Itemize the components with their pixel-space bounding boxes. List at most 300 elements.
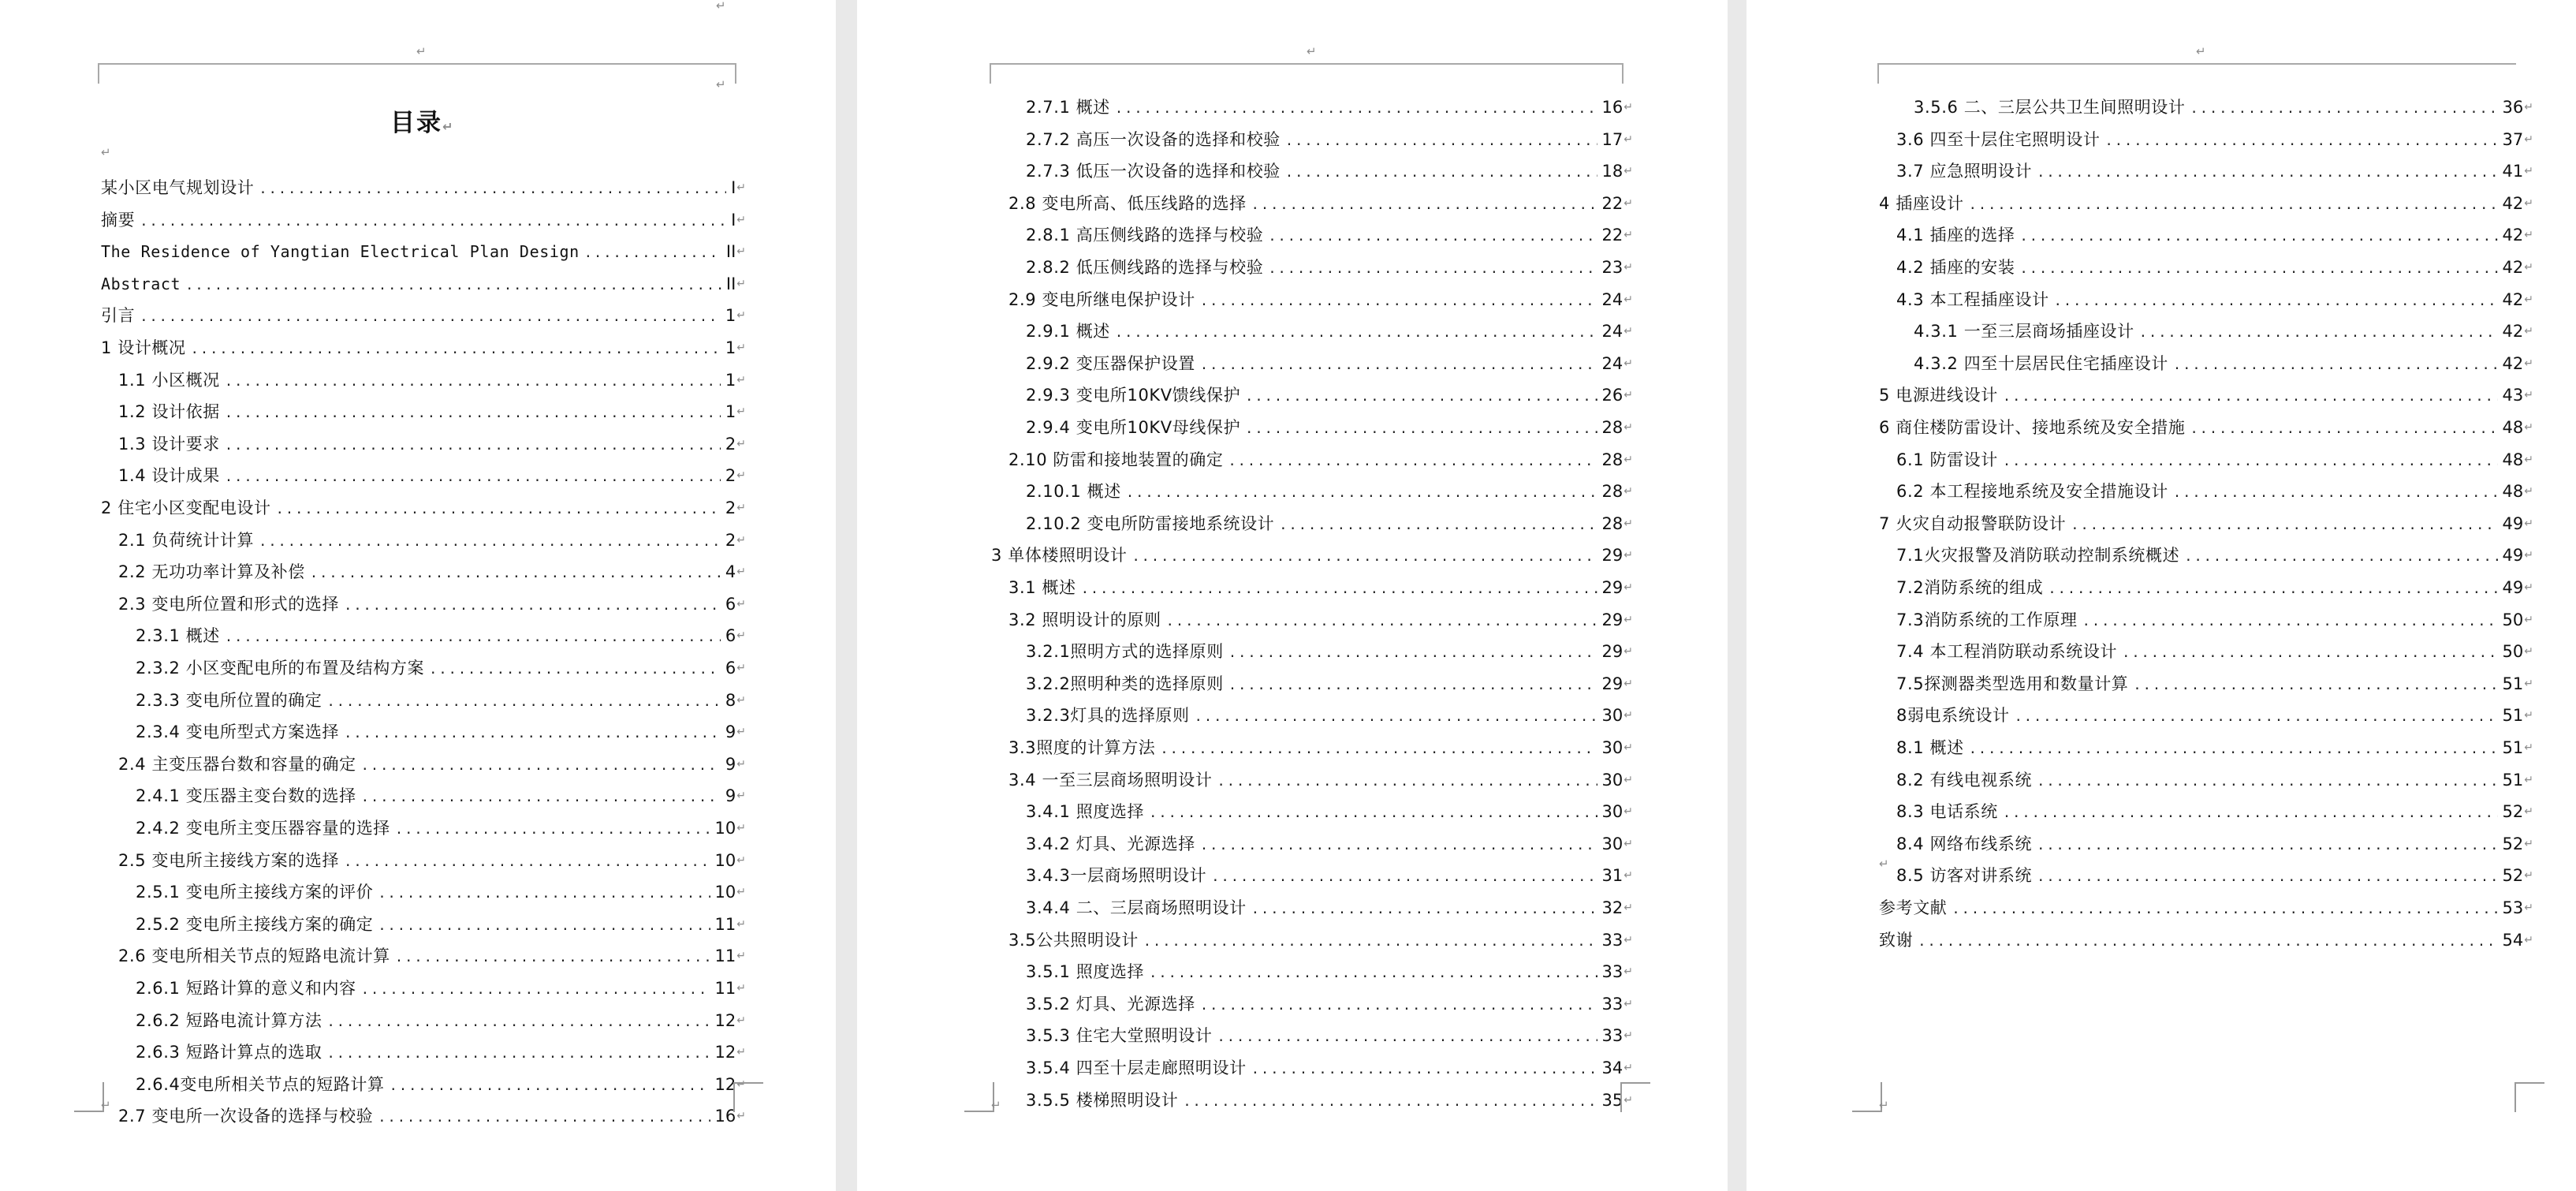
toc-entry-title: 7.4 本工程消防联动系统设计: [1896, 642, 2118, 662]
toc-entry-title: 8.4 网络布线系统: [1896, 834, 2033, 853]
dot-leader: [1160, 741, 1597, 757]
paragraph-mark: ↵: [1624, 1062, 1633, 1074]
toc-entry-title: 1.4 设计成果: [118, 466, 220, 486]
toc-entry[interactable]: [1896, 446, 2533, 469]
toc-entry-page-number: 49: [2502, 546, 2524, 566]
toc-entry[interactable]: [1026, 1021, 1633, 1045]
toc-entry[interactable]: [1896, 221, 2533, 245]
paragraph-mark: ↵: [736, 982, 746, 995]
toc-entry-page-number: 30: [1601, 802, 1624, 822]
toc-entry-page-number: 42: [2502, 353, 2524, 373]
toc-entry[interactable]: [1026, 510, 1633, 533]
toc-entry[interactable]: [136, 910, 746, 934]
toc-entry-page-number: 16: [714, 1107, 736, 1126]
toc-entry-page-number: 42: [2502, 226, 2524, 245]
toc-entry-page-number: 42: [2502, 258, 2524, 277]
toc-entry-title: 2.4 主变压器台数和容量的确定: [118, 754, 356, 774]
toc-entry-page-number: 29: [1601, 546, 1624, 566]
toc-entry-page-number: 12: [714, 1074, 736, 1094]
paragraph-mark: ↵: [2524, 293, 2533, 306]
paragraph-mark: ↵: [736, 950, 746, 963]
dot-leader: [395, 950, 710, 965]
toc-entry-page-number: 29: [1601, 578, 1624, 597]
paragraph-mark: ↵: [2524, 709, 2533, 722]
toc-entry[interactable]: [101, 334, 746, 357]
dot-leader: [327, 1046, 710, 1062]
toc-entry[interactable]: [1914, 349, 2533, 373]
dot-leader: [259, 534, 721, 550]
paragraph-mark: ↵: [2524, 869, 2533, 883]
dot-leader: [2003, 454, 2498, 469]
toc-entry[interactable]: [1896, 541, 2533, 565]
toc-entry[interactable]: [136, 686, 746, 710]
margin-corner: [964, 1082, 994, 1112]
toc-entry-title: 1.1 小区概况: [118, 370, 220, 390]
paragraph-mark: ↵: [2524, 229, 2533, 242]
dot-leader: [1251, 197, 1597, 213]
paragraph-mark: ↵: [1624, 741, 1633, 754]
toc-entry-page-number: 1: [725, 306, 736, 326]
toc-entry[interactable]: [1008, 766, 1633, 790]
paragraph-mark: ↵: [1624, 133, 1633, 146]
dot-leader: [2054, 293, 2498, 309]
toc-entry-title: 2.5 变电所主接线方案的选择: [118, 850, 340, 870]
toc-entry[interactable]: [1008, 606, 1633, 629]
toc-entry[interactable]: [1026, 861, 1633, 885]
toc-entry[interactable]: [1026, 125, 1633, 149]
toc-entry[interactable]: [1879, 413, 2533, 437]
document-page-2: [857, 0, 1728, 1191]
paragraph-mark: ↵: [1624, 902, 1633, 914]
toc-entry[interactable]: [118, 398, 746, 421]
toc-entry[interactable]: [1026, 1054, 1633, 1077]
paragraph-mark: ↵: [736, 886, 746, 899]
toc-entry[interactable]: [118, 461, 746, 485]
dot-leader: [327, 1014, 710, 1030]
toc-entry-title: 4.1 插座的选择: [1896, 226, 2015, 245]
toc-entry-title: 1.3 设计要求: [118, 434, 220, 454]
dot-leader: [191, 342, 721, 357]
toc-entry[interactable]: [1896, 253, 2533, 277]
toc-entry[interactable]: [118, 366, 746, 390]
toc-entry-title: 2.10 防雷和接地装置的确定: [1008, 450, 1224, 469]
toc-entry-page-number: 28: [1601, 450, 1624, 469]
paragraph-mark: ↵: [1624, 805, 1633, 819]
toc-entry-title: 3.4.4 二、三层商场照明设计: [1026, 898, 1247, 917]
toc-entry-page-number: 1: [725, 338, 736, 357]
toc-entry[interactable]: [1026, 93, 1633, 117]
toc-entry[interactable]: [118, 1102, 746, 1126]
toc-entry-page-number: 22: [1601, 226, 1624, 245]
toc-entry-page-number: 30: [1601, 770, 1624, 790]
toc-entry[interactable]: [1879, 894, 2533, 917]
toc-entry-title: 3.5.3 住宅大堂照明设计: [1026, 1026, 1213, 1046]
dot-leader: [1183, 1094, 1597, 1110]
toc-entry[interactable]: [101, 270, 746, 293]
toc-entry[interactable]: [136, 974, 746, 998]
paragraph-mark: ↵: [736, 1014, 746, 1027]
dot-leader: [1969, 741, 2498, 757]
dot-leader: [225, 405, 721, 421]
toc-entry[interactable]: [1008, 286, 1633, 309]
dot-leader: [225, 629, 721, 645]
toc-entry-page-number: 52: [2502, 802, 2524, 822]
toc-heading-text: 目录: [390, 109, 442, 137]
toc-entry[interactable]: [1896, 766, 2533, 790]
toc-entry[interactable]: [101, 174, 746, 197]
toc-entry-page-number: 2: [725, 466, 736, 486]
toc-entry-page-number: 6: [725, 626, 736, 646]
toc-entry-title: 2.9.2 变压器保护设置: [1026, 353, 1195, 373]
paragraph-mark: ↵: [442, 119, 455, 134]
toc-entry[interactable]: [1008, 573, 1633, 597]
paragraph-mark: ↵: [1624, 517, 1633, 530]
dot-leader: [1143, 934, 1597, 950]
dot-leader: [2184, 549, 2497, 565]
toc-entry-page-number: 9: [725, 786, 736, 806]
paragraph-mark: ↵: [1624, 997, 1633, 1010]
toc-entry-page-number: 12: [714, 1010, 736, 1030]
paragraph-mark: ↵: [2524, 357, 2533, 370]
toc-entry-title: 4.3.1 一至三层商场插座设计: [1914, 322, 2134, 342]
toc-entry[interactable]: [101, 301, 746, 325]
dot-leader: [1200, 293, 1597, 309]
toc-entry-title: 3.5.6 二、三层公共卫生间照明设计: [1914, 98, 2186, 117]
toc-entry[interactable]: [1026, 477, 1633, 501]
toc-entry-page-number: 4: [725, 562, 736, 582]
toc-entry[interactable]: [1896, 286, 2533, 309]
toc-entry-page-number: 30: [1601, 834, 1624, 853]
toc-entry[interactable]: [118, 590, 746, 614]
paragraph-mark: ↵: [1624, 485, 1633, 498]
toc-entry-title: 7.1火灾报警及消防联动控制系统概述: [1896, 546, 2180, 566]
dot-leader: [1200, 998, 1597, 1014]
toc-entry[interactable]: [101, 494, 746, 517]
paragraph-mark: ↵: [736, 181, 746, 194]
toc-entry-title: 7 火灾自动报警联防设计: [1879, 513, 2067, 533]
toc-entry-page-number: 33: [1601, 994, 1624, 1014]
toc-entry[interactable]: [1026, 990, 1633, 1014]
toc-entry-page-number: 11: [714, 979, 736, 998]
toc-entry-page-number: 8: [725, 690, 736, 710]
dot-leader: [1285, 133, 1597, 149]
dot-leader: [2082, 614, 2498, 629]
toc-entry-title: 8弱电系统设计: [1896, 706, 2010, 726]
toc-entry[interactable]: [1896, 477, 2533, 501]
dot-leader: [1279, 517, 1597, 533]
toc-entry-page-number: 28: [1601, 513, 1624, 533]
toc-entry-page-number: 1: [725, 370, 736, 390]
paragraph-mark: ↵: [2524, 933, 2533, 946]
dot-leader: [1251, 1062, 1597, 1077]
margin-corner: [2514, 1082, 2544, 1112]
toc-entry-page-number: 32: [1601, 898, 1624, 917]
toc-entry-page-number: 2: [725, 530, 736, 550]
toc-entry-page-number: 24: [1601, 322, 1624, 342]
toc-entry-title: 7.5探测器类型选用和数量计算: [1896, 674, 2129, 693]
toc-entry[interactable]: [1896, 670, 2533, 693]
paragraph-mark: ↵: [1624, 229, 1633, 242]
paragraph-mark: ↵: [736, 1046, 746, 1059]
paragraph-mark: ↵: [736, 405, 746, 419]
paragraph-mark: ↵: [416, 44, 427, 58]
dot-leader: [1268, 261, 1597, 277]
toc-entry-title: 2.8.2 低压侧线路的选择与校验: [1026, 258, 1264, 277]
paragraph-mark: ↵: [736, 790, 746, 803]
toc-entry[interactable]: [1896, 157, 2533, 181]
dot-leader: [361, 758, 721, 774]
toc-entry[interactable]: [1914, 317, 2533, 341]
toc-entry[interactable]: [136, 654, 746, 678]
toc-entry[interactable]: [136, 878, 746, 902]
toc-entry[interactable]: [136, 622, 746, 645]
paragraph-mark: ↵: [2524, 581, 2533, 594]
paragraph-mark: ↵: [1624, 1093, 1633, 1107]
dot-leader: [225, 438, 721, 454]
dot-leader: [344, 598, 721, 614]
toc-entry-page-number: 9: [725, 722, 736, 742]
toc-entry-title: 某小区电气规划设计: [101, 178, 255, 197]
dot-leader: [2190, 421, 2497, 437]
paragraph-mark: ↵: [736, 373, 746, 386]
toc-entry[interactable]: [1008, 189, 1633, 213]
paragraph-mark: ↵: [1624, 389, 1633, 402]
toc-entry-title: 3.5公共照明设计: [1008, 930, 1139, 950]
toc-entry[interactable]: [1026, 157, 1633, 181]
toc-entry-page-number: 9: [725, 754, 736, 774]
toc-entry-page-number: 2: [725, 434, 736, 454]
toc-entry[interactable]: [101, 206, 746, 230]
toc-entry-title: 3.2 照明设计的原则: [1008, 610, 1161, 629]
dot-leader: [1217, 1029, 1597, 1045]
toc-entry-page-number: 43: [2502, 386, 2524, 405]
paragraph-mark: ↵: [1624, 101, 1633, 114]
toc-entry[interactable]: [118, 558, 746, 581]
toc-entry-title: 2.7 变电所一次设备的选择与校验: [118, 1107, 374, 1126]
toc-entry-page-number: 48: [2502, 450, 2524, 469]
toc-list-page-1: [101, 0, 746, 1191]
dot-leader: [1115, 101, 1597, 117]
toc-entry[interactable]: [1914, 93, 2533, 117]
paragraph-mark: ↵: [1624, 965, 1633, 979]
toc-entry-page-number: 42: [2502, 322, 2524, 342]
toc-entry[interactable]: [1026, 349, 1633, 373]
toc-entry[interactable]: [1026, 701, 1633, 725]
toc-entry-page-number: 23: [1601, 258, 1624, 277]
toc-entry-page-number: 10: [714, 883, 736, 902]
dot-leader: [140, 309, 721, 325]
toc-entry[interactable]: [1026, 413, 1633, 437]
dot-leader: [2003, 389, 2498, 405]
dot-leader: [2003, 805, 2498, 821]
toc-entry-page-number: 11: [714, 914, 736, 934]
toc-entry-title: 2.6.4变电所相关节点的短路计算: [136, 1074, 385, 1094]
toc-entry-page-number: 48: [2502, 482, 2524, 502]
dot-leader: [185, 278, 721, 293]
toc-entry[interactable]: [1879, 189, 2533, 213]
toc-entry[interactable]: [136, 1006, 746, 1030]
toc-entry[interactable]: [136, 814, 746, 838]
dot-leader: [225, 469, 721, 485]
toc-entry-title: 2.10.1 概述: [1026, 482, 1121, 502]
paragraph-mark: ↵: [736, 757, 746, 771]
toc-entry-page-number: 11: [714, 946, 736, 966]
toc-entry[interactable]: [118, 750, 746, 774]
toc-entry[interactable]: [1896, 734, 2533, 757]
toc-entry[interactable]: [118, 942, 746, 965]
toc-entry[interactable]: [101, 237, 746, 261]
toc-entry-title: 2.9.1 概述: [1026, 322, 1110, 342]
toc-entry-page-number: 33: [1601, 962, 1624, 982]
paragraph-mark: ↵: [2524, 517, 2533, 530]
dot-leader: [344, 854, 710, 870]
toc-entry[interactable]: [1026, 221, 1633, 245]
toc-entry[interactable]: [1879, 926, 2533, 950]
toc-entry[interactable]: [1026, 958, 1633, 981]
toc-entry[interactable]: [1026, 894, 1633, 917]
paragraph-mark: ↵: [736, 853, 746, 867]
margin-corner: [74, 1082, 104, 1112]
paragraph-mark: ↵: [2524, 837, 2533, 850]
paragraph-mark: ↵: [2524, 421, 2533, 434]
toc-entry-title: 8.5 访客对讲系统: [1896, 866, 2033, 886]
toc-entry[interactable]: [1896, 701, 2533, 725]
paragraph-mark: ↵: [1624, 453, 1633, 466]
paragraph-mark: ↵: [736, 726, 746, 739]
header-corner-left: [98, 63, 99, 84]
toc-entry-page-number: 17: [1601, 129, 1624, 149]
toc-entry[interactable]: [1879, 381, 2533, 405]
toc-entry[interactable]: [1026, 637, 1633, 661]
toc-entry[interactable]: [991, 541, 1633, 565]
dot-leader: [2139, 325, 2498, 341]
toc-entry-title: 2.3.4 变电所型式方案选择: [136, 722, 340, 742]
toc-entry-title: 4.3 本工程插座设计: [1896, 289, 2049, 309]
toc-entry-title: 3.5.2 灯具、光源选择: [1026, 994, 1195, 1014]
dot-leader: [2037, 165, 2497, 181]
toc-entry-title: 致谢: [1879, 930, 1914, 950]
toc-entry[interactable]: [1026, 253, 1633, 277]
toc-entry-page-number: II: [725, 274, 736, 293]
toc-entry-page-number: 24: [1601, 289, 1624, 309]
toc-entry[interactable]: [118, 846, 746, 870]
margin-corner: [1620, 1082, 1650, 1112]
paragraph-mark: ↵: [1624, 1029, 1633, 1043]
dot-leader: [1952, 902, 2497, 917]
toc-entry-page-number: 34: [1601, 1058, 1624, 1077]
toc-entry[interactable]: [118, 526, 746, 550]
toc-entry[interactable]: [1896, 637, 2533, 661]
toc-entry-title: 2.5.2 变电所主接线方案的确定: [136, 914, 374, 934]
toc-entry-title: 2.6.1 短路计算的意义和内容: [136, 979, 356, 998]
toc-entry[interactable]: [1896, 861, 2533, 885]
toc-entry-title: 2.6 变电所相关节点的短路电流计算: [118, 946, 390, 966]
toc-entry-page-number: I: [731, 178, 736, 197]
toc-entry-page-number: 28: [1601, 482, 1624, 502]
dot-leader: [378, 918, 710, 934]
dot-leader: [2122, 645, 2497, 661]
toc-entry-title: 8.1 概述: [1896, 738, 1964, 757]
dot-leader: [2048, 581, 2497, 597]
dot-leader: [1166, 614, 1597, 629]
toc-entry-title: 2.10.2 变电所防雷接地系统设计: [1026, 513, 1275, 533]
dot-leader: [1211, 869, 1597, 885]
toc-entry-title: 2.1 负荷统计计算: [118, 530, 255, 550]
paragraph-mark: ↵: [736, 502, 746, 514]
toc-entry-title: 3.2.3灯具的选择原则: [1026, 706, 1190, 726]
toc-entry[interactable]: [1896, 830, 2533, 853]
toc-entry-title: 2.6.3 短路计算点的选取: [136, 1043, 322, 1062]
toc-entry[interactable]: [136, 1070, 746, 1094]
toc-entry-title: 3.2.1照明方式的选择原则: [1026, 642, 1224, 662]
toc-entry-title: 引言: [101, 306, 136, 326]
toc-entry-page-number: 30: [1601, 706, 1624, 726]
paragraph-mark: ↵: [736, 629, 746, 643]
toc-entry[interactable]: [1026, 830, 1633, 853]
toc-entry[interactable]: [1896, 573, 2533, 597]
toc-entry[interactable]: [1026, 317, 1633, 341]
toc-entry[interactable]: [1896, 125, 2533, 149]
toc-entry-title: 3.2.2照明种类的选择原则: [1026, 674, 1224, 693]
toc-entry-title: 参考文献: [1879, 898, 1948, 917]
toc-entry-title: 2.9.4 变电所10KV母线保护: [1026, 418, 1241, 437]
dot-leader: [1918, 934, 2497, 950]
toc-entry[interactable]: [1008, 926, 1633, 950]
toc-entry[interactable]: [1879, 510, 2533, 533]
toc-entry[interactable]: [1026, 670, 1633, 693]
paragraph-mark: ↵: [2524, 196, 2533, 210]
toc-entry-page-number: 12: [714, 1043, 736, 1062]
toc-entry-page-number: 33: [1601, 930, 1624, 950]
paragraph-mark: ↵: [2524, 133, 2533, 146]
dot-leader: [1200, 838, 1597, 853]
paragraph-mark: ↵: [1624, 421, 1633, 434]
toc-entry[interactable]: [136, 718, 746, 741]
toc-entry-page-number: 37: [2502, 129, 2524, 149]
paragraph-mark: ↵: [716, 77, 726, 91]
toc-entry-title: 摘要: [101, 210, 136, 230]
toc-entry-title: 3.5.4 四至十层走廊照明设计: [1026, 1058, 1247, 1077]
toc-entry-page-number: 29: [1601, 674, 1624, 693]
toc-entry-title: 1 设计概况: [101, 338, 186, 357]
dot-leader: [1268, 229, 1597, 245]
toc-entry[interactable]: [1896, 606, 2533, 629]
toc-entry[interactable]: [1008, 734, 1633, 757]
dot-leader: [2133, 678, 2497, 693]
paragraph-mark: ↵: [736, 1077, 746, 1091]
toc-entry-title: 3.1 概述: [1008, 578, 1076, 597]
toc-entry[interactable]: [136, 1038, 746, 1062]
dot-leader: [2019, 261, 2497, 277]
toc-entry[interactable]: [118, 430, 746, 454]
dot-leader: [225, 374, 721, 390]
toc-entry-page-number: 29: [1601, 610, 1624, 629]
toc-entry[interactable]: [1026, 797, 1633, 821]
toc-entry[interactable]: [1008, 446, 1633, 469]
toc-entry[interactable]: [136, 782, 746, 805]
toc-entry[interactable]: [1026, 381, 1633, 405]
dot-leader: [2173, 357, 2498, 373]
toc-entry[interactable]: [1896, 797, 2533, 821]
margin-corner: [1852, 1082, 1882, 1112]
toc-list-page-2: [991, 0, 1633, 1191]
dot-leader: [584, 245, 721, 261]
toc-entry[interactable]: [1026, 1086, 1633, 1110]
toc-entry-title: 3.5.1 照度选择: [1026, 962, 1145, 982]
dot-leader: [1149, 805, 1597, 821]
paragraph-mark: ↵: [736, 597, 746, 610]
toc-entry-title: 3.4.3一层商场照明设计: [1026, 866, 1207, 886]
